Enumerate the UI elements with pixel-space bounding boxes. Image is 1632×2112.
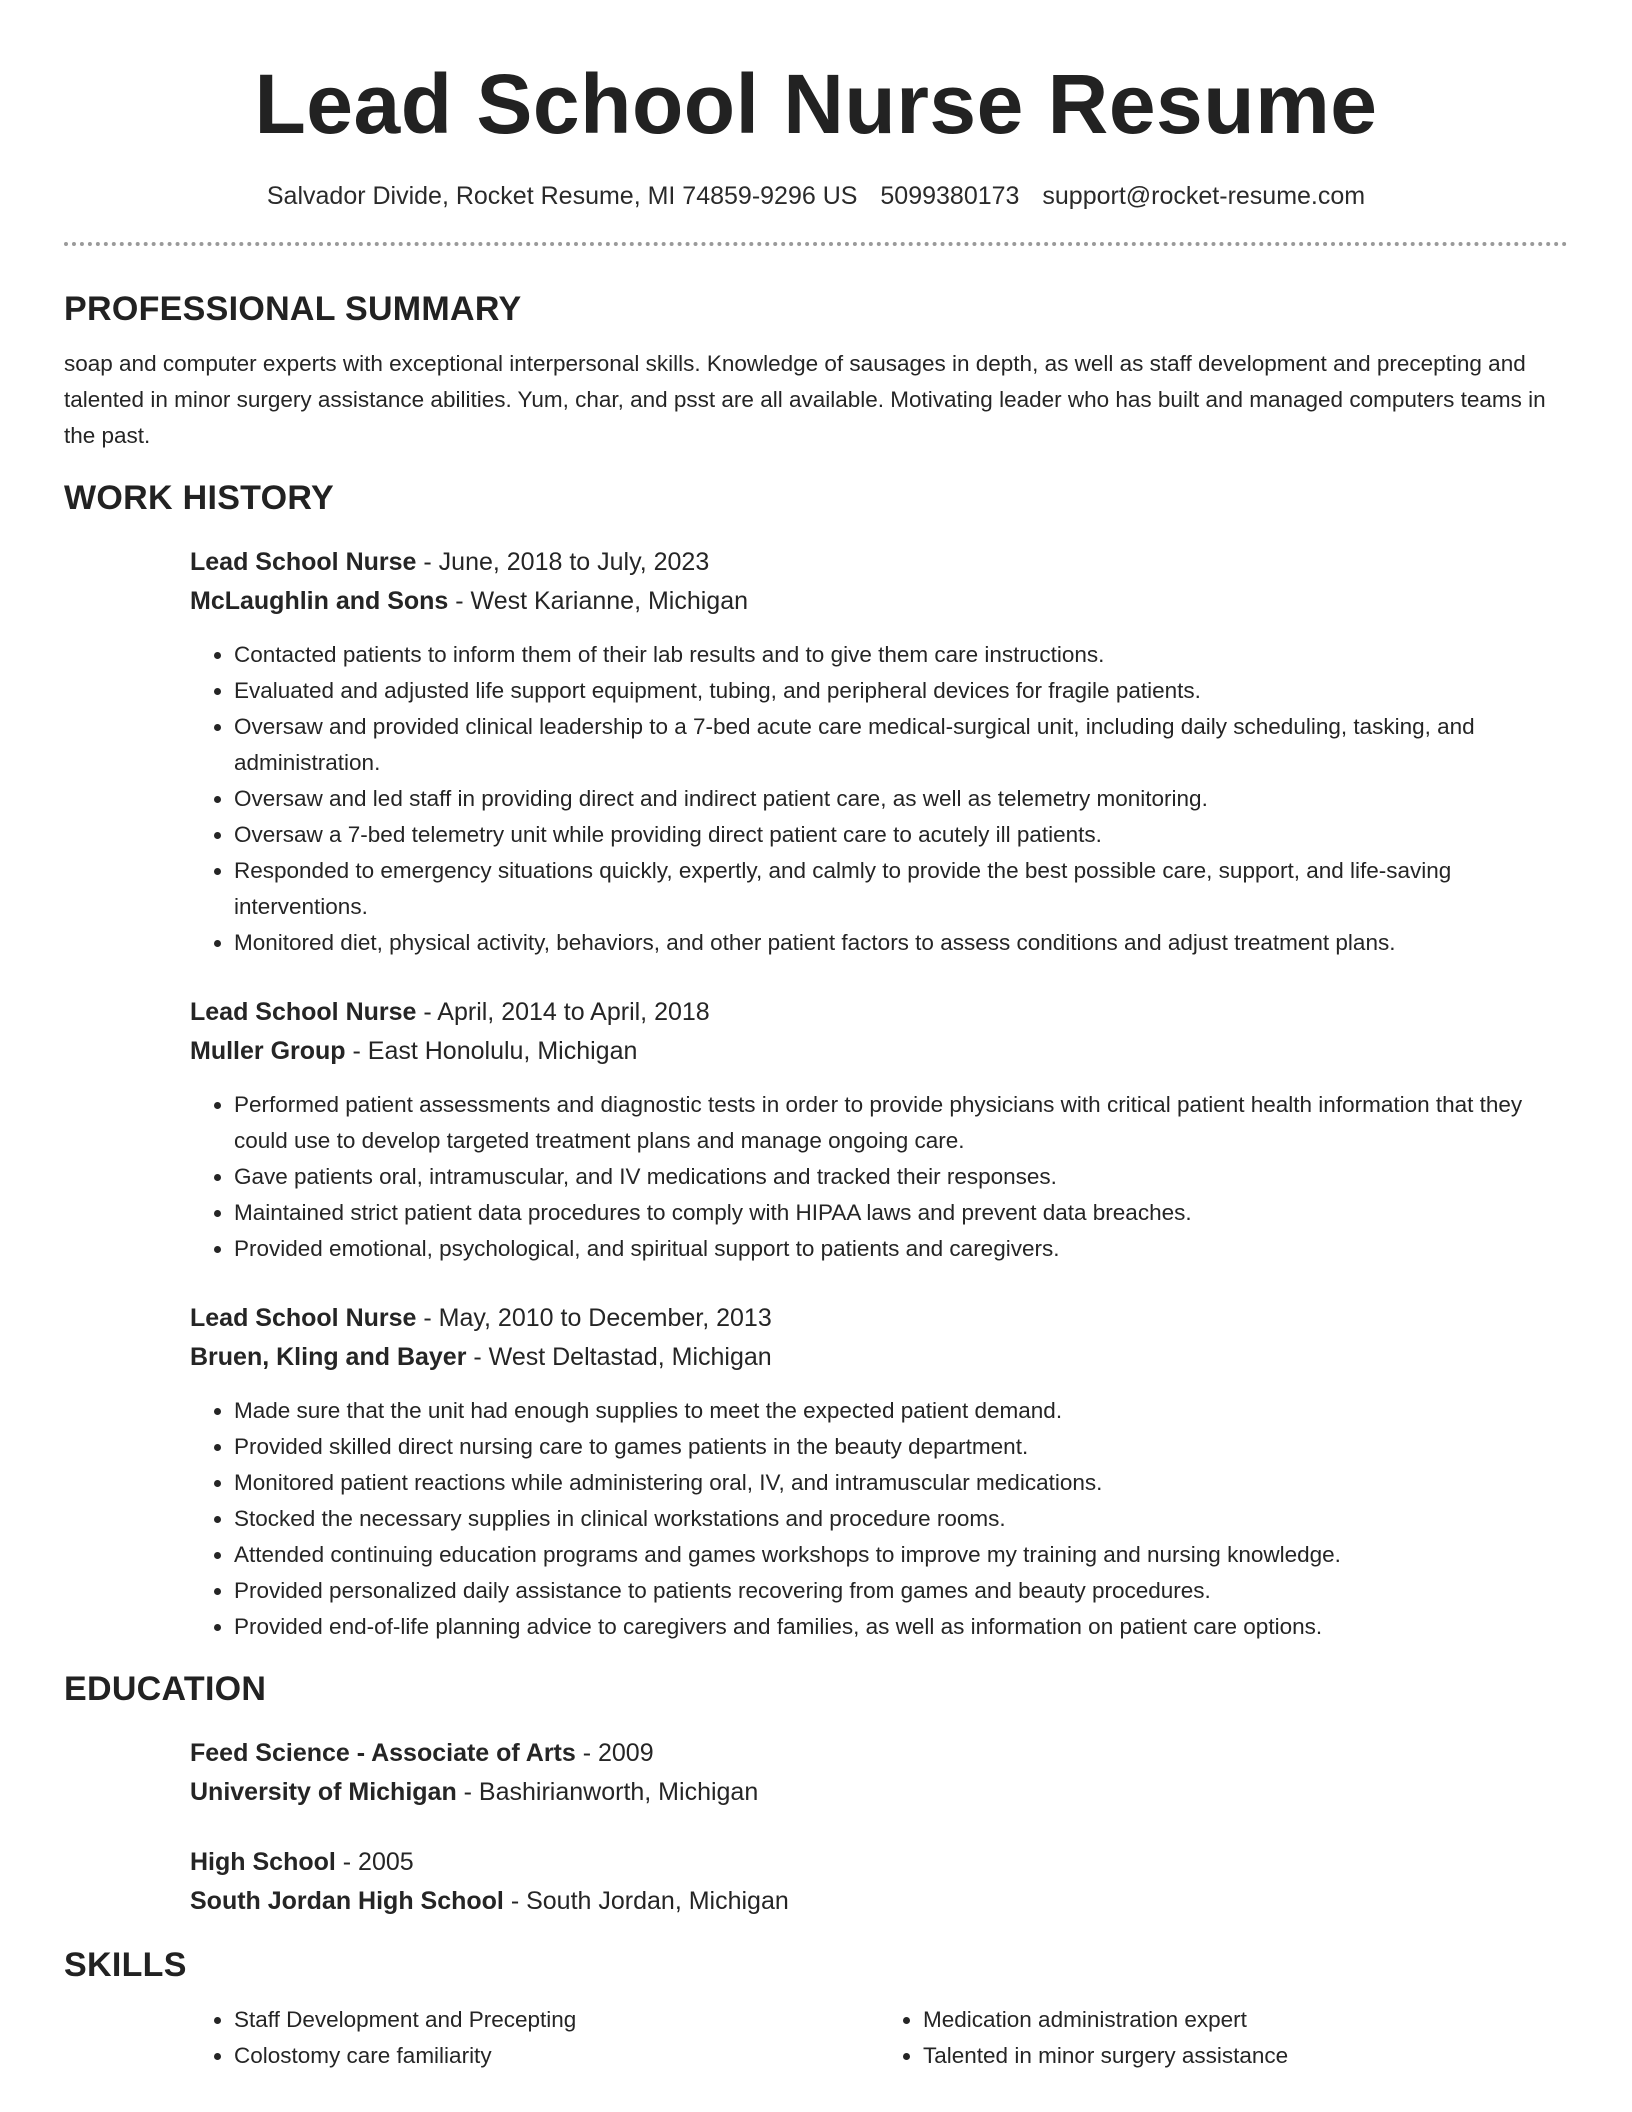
job-company-line [190,1338,1568,1377]
job-location: - West Deltastad, Michigan [466,1343,772,1371]
job-title-line [190,543,1568,582]
job-dates: - May, 2010 to December, 2013 [416,1304,772,1332]
skill-item: • Talented in minor surgery assistance [923,2038,1568,2074]
job-bullet: • Performed patient assessments and diagnostic tests in order to provide physicians with critical patient health information that they could use to develop targeted treatment plans and manage ongoing care. [234,1087,1568,1159]
skills-column-left [190,2002,879,2074]
job-company: Muller Group [190,1037,346,1065]
job-bullet: • Maintained strict patient data procedures to comply with HIPAA laws and prevent data breaches. [234,1195,1568,1231]
job-bullet-list [190,1393,1568,1645]
job-bullet: • Evaluated and adjusted life support equipment, tubing, and peripheral devices for fragile patients. [234,673,1568,709]
contact-address: Salvador Divide, Rocket Resume, MI 74859-9296 US [266,182,858,210]
job-company-line [190,582,1568,621]
job-bullet: • Stocked the necessary supplies in clinical workstations and procedure rooms. [234,1501,1568,1537]
education-entry [190,1843,1568,1921]
education-degree-line [190,1843,1568,1882]
job-company: Bruen, Kling and Bayer [190,1343,467,1371]
job-bullet: • Oversaw a 7-bed telemetry unit while providing direct patient care to acutely ill patients. [234,817,1568,853]
job-bullet: • Oversaw and led staff in providing direct and indirect patient care, as well as telemetry monitoring. [234,781,1568,817]
contact-phone: 5099380173 [880,182,1020,210]
job-entry [190,993,1568,1267]
job-title: Lead School Nurse [190,548,417,576]
education-school-line [190,1773,1568,1812]
skill-item: • Staff Development and Precepting [234,2002,879,2038]
education-year: - 2009 [575,1739,654,1767]
header-divider [64,242,1568,246]
job-bullet-list [190,1087,1568,1267]
job-dates: - June, 2018 to July, 2023 [416,548,710,576]
summary-text: soap and computer experts with exceptional interpersonal skills. Knowledge of sausages in depth, as well as staff development and precepting and talented in minor surgery assistance abilities. Yum, char, and psst are all available. Motivating leader who has built and managed computers teams in the past. [64,351,1546,448]
education-degree: High School [190,1848,336,1876]
job-bullet: • Contacted patients to inform them of their lab results and to give them care instructions. [234,637,1568,673]
job-bullet: • Monitored diet, physical activity, behaviors, and other patient factors to assess conditions and adjust treatment plans. [234,925,1568,961]
job-bullet: • Responded to emergency situations quickly, expertly, and calmly to provide the best possible care, support, and life-saving interventions. [234,853,1568,925]
education-school: University of Michigan [190,1778,457,1806]
job-bullet: • Gave patients oral, intramuscular, and IV medications and tracked their responses. [234,1159,1568,1195]
skill-item: • Colostomy care familiarity [234,2038,879,2074]
education-degree-line [190,1734,1568,1773]
education-entry [190,1734,1568,1812]
skill-item: • Medication administration expert [923,2002,1568,2038]
job-bullet: • Provided emotional, psychological, and spiritual support to patients and caregivers. [234,1231,1568,1267]
job-bullet: • Provided personalized daily assistance to patients recovering from games and beauty procedures. [234,1573,1568,1609]
job-location: - East Honolulu, Michigan [345,1037,638,1065]
job-title-line [190,993,1568,1032]
skills-grid [190,2002,1568,2074]
job-company-line [190,1032,1568,1071]
education-degree: Feed Science - Associate of Arts [190,1739,576,1767]
education-location: - South Jordan, Michigan [503,1887,789,1915]
job-title: Lead School Nurse [190,1304,417,1332]
job-title: Lead School Nurse [190,998,417,1026]
job-entry [190,1299,1568,1645]
job-title-line [190,1299,1568,1338]
education-year: - 2005 [335,1848,414,1876]
job-bullet: • Oversaw and provided clinical leadership to a 7-bed acute care medical-surgical unit, including daily scheduling, tasking, and administration. [234,709,1568,781]
education-heading: EDUCATION [64,1670,267,1708]
education-school: South Jordan High School [190,1887,504,1915]
skills-column-right [879,2002,1568,2074]
job-bullet-list [190,637,1568,961]
education-location: - Bashirianworth, Michigan [456,1778,759,1806]
skills-heading: SKILLS [64,1946,187,1984]
job-bullet: • Provided skilled direct nursing care to games patients in the beauty department. [234,1429,1568,1465]
job-dates: - April, 2014 to April, 2018 [416,998,710,1026]
contact-email: support@rocket-resume.com [1042,182,1366,210]
education-school-line [190,1882,1568,1921]
job-bullet: • Attended continuing education programs and games workshops to improve my training and nursing knowledge. [234,1537,1568,1573]
contact-info [64,180,1568,212]
job-bullet: • Made sure that the unit had enough supplies to meet the expected patient demand. [234,1393,1568,1429]
job-bullet: • Provided end-of-life planning advice to caregivers and families, as well as information on patient care options. [234,1609,1568,1645]
summary-heading: PROFESSIONAL SUMMARY [64,290,522,328]
job-entry [190,543,1568,961]
job-location: - West Karianne, Michigan [448,587,749,615]
resume-title: Lead School Nurse Resume [254,57,1378,151]
job-bullet: • Monitored patient reactions while administering oral, IV, and intramuscular medications. [234,1465,1568,1501]
work-history-heading: WORK HISTORY [64,479,334,517]
job-company: McLaughlin and Sons [190,587,449,615]
